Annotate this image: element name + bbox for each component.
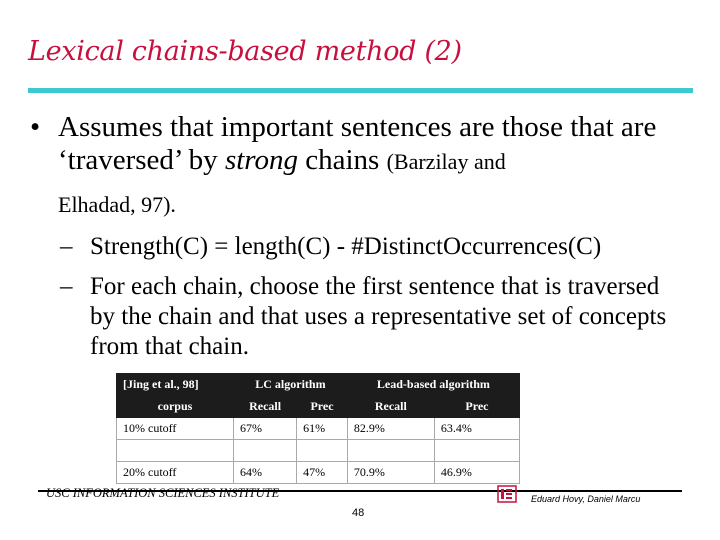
results-table bbox=[116, 373, 520, 484]
table-header-row bbox=[117, 396, 520, 418]
table-cell: 64% bbox=[234, 462, 297, 484]
table-cell: 46.9% bbox=[434, 462, 519, 484]
table-row bbox=[117, 462, 520, 484]
table-header-row bbox=[117, 374, 520, 396]
bullet-marker: • bbox=[30, 111, 41, 143]
table-cell: 82.9% bbox=[347, 418, 434, 440]
bullet-emphasis: strong bbox=[224, 144, 298, 176]
table-header-cell: Prec bbox=[297, 396, 348, 418]
sub-bullet-marker: – bbox=[60, 273, 73, 300]
table-cell: 10% cutoff bbox=[117, 418, 234, 440]
table-row bbox=[117, 418, 520, 440]
sub-bullet-marker: – bbox=[60, 233, 73, 260]
table-cell: 63.4% bbox=[434, 418, 519, 440]
table-cell bbox=[117, 440, 234, 462]
table-cell bbox=[434, 440, 519, 462]
table-header-cell: Prec bbox=[434, 396, 519, 418]
table-header-cell: Recall bbox=[234, 396, 297, 418]
footer-institute: USC INFORMATION SCIENCES INSTITUTE bbox=[46, 486, 280, 500]
table-spacer-row bbox=[117, 440, 520, 462]
title-underline bbox=[28, 88, 693, 93]
table-header-cell: Lead-based algorithm bbox=[347, 374, 519, 396]
table-header-cell: [Jing et al., 98] bbox=[117, 374, 234, 396]
table-cell: 61% bbox=[297, 418, 348, 440]
sub-bullet-text: For each chain, choose the first sentence that is traversed by the chain and that uses a representative set of concepts from that chain. bbox=[90, 273, 667, 360]
bullet-text-after: chains bbox=[298, 144, 387, 176]
bullet-text-before: Assumes that important sentences are those that are ‘traversed’ by bbox=[58, 111, 657, 176]
citation-part1: (Barzilay and bbox=[386, 149, 506, 174]
footer-authors: Eduard Hovy, Daniel Marcu bbox=[531, 494, 641, 504]
isi-logo-icon bbox=[497, 485, 517, 503]
table-cell bbox=[297, 440, 348, 462]
table-header-cell: Recall bbox=[347, 396, 434, 418]
table-cell: 20% cutoff bbox=[117, 462, 234, 484]
table-header-cell: corpus bbox=[117, 396, 234, 418]
table-cell: 47% bbox=[297, 462, 348, 484]
slide-title: Lexical chains-based method (2) bbox=[28, 36, 462, 67]
citation-part2: Elhadad, 97). bbox=[58, 192, 176, 217]
table-cell bbox=[234, 440, 297, 462]
table-header-cell: LC algorithm bbox=[234, 374, 348, 396]
page-number: 48 bbox=[352, 507, 365, 519]
sub-bullet-text: Strength(C) = length(C) - #DistinctOccurrences(C) bbox=[90, 233, 602, 260]
bullet-text bbox=[58, 111, 698, 178]
table-cell bbox=[347, 440, 434, 462]
table-cell: 70.9% bbox=[347, 462, 434, 484]
table-cell: 67% bbox=[234, 418, 297, 440]
